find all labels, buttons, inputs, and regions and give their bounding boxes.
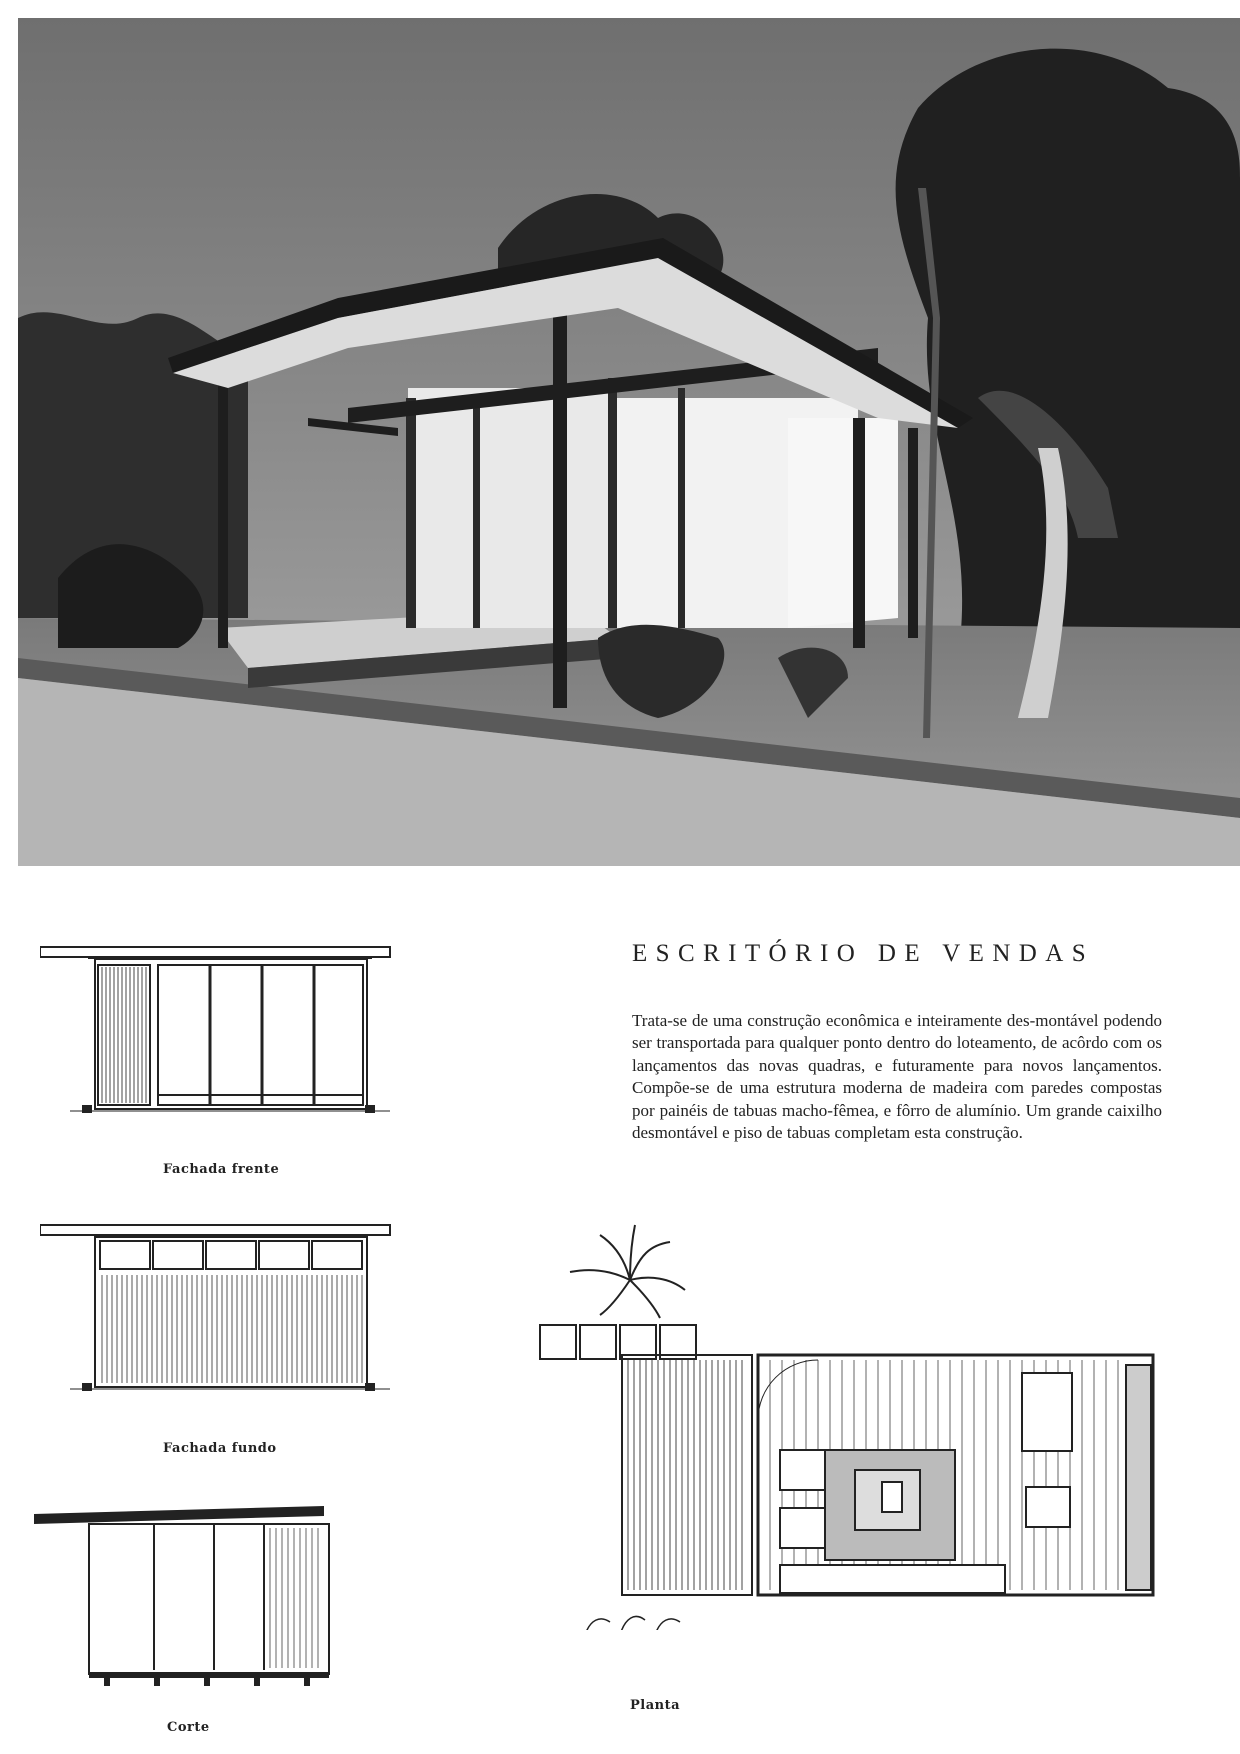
front-elevation-caption: Fachada frente [163,1162,280,1177]
building-photograph [18,18,1240,866]
rear-elevation-drawing [40,1223,400,1403]
article-title: ESCRITÓRIO DE VENDAS [632,940,1094,967]
section-caption: Corte [167,1720,210,1735]
rear-elevation-caption: Fachada fundo [163,1441,277,1456]
article-body: Trata-se de uma construção econômica e inteiramente des-montável podendo ser transportada para qualquer ponto dentro do loteamento, de acôrdo com os lançamentos das novas quadras, e futuramente para novos lançamentos. Compõe-se de uma estrutura moderna de madeira com paredes compostas por painéis de tabuas macho-fêmea, e fôrro de alumínio. Um grande caixilho desmontável e piso de tabuas completam esta construção. [632,1011,1162,1143]
section-drawing [34,1500,334,1700]
front-elevation-drawing [40,945,400,1125]
floor-plan-drawing [530,1220,1180,1630]
plan-caption: Planta [630,1698,681,1713]
